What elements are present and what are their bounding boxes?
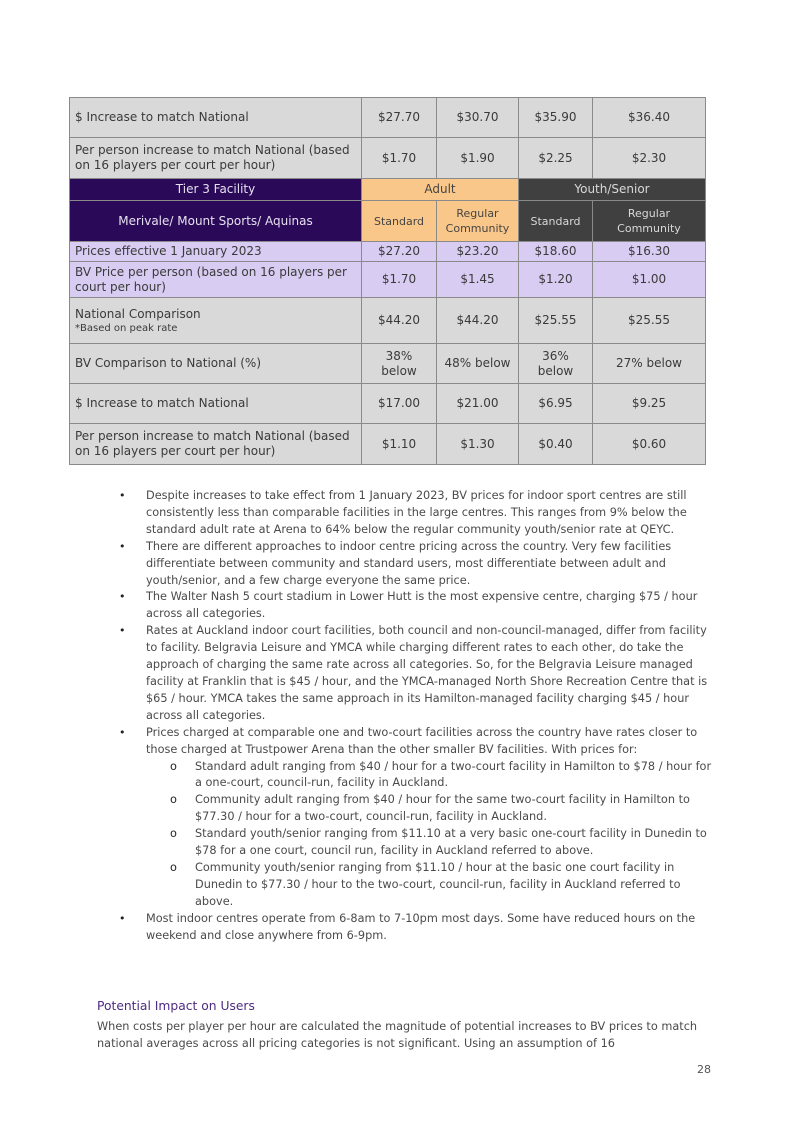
table-cell: $1.20 (519, 262, 593, 298)
list-item (97, 623, 717, 724)
table-cell: $1.90 (437, 138, 519, 179)
sub-list-item (146, 759, 717, 793)
table-row (70, 384, 706, 424)
bullet-icon: • (119, 590, 126, 604)
table-cell: $23.20 (437, 242, 519, 262)
row-label (70, 298, 362, 344)
table-row (70, 138, 706, 179)
sub-bullet-text: Standard adult ranging from $40 / hour for a two-court facility in Hamilton to $78 / hour for a one-court, council-run, facility in Auckland. (195, 759, 712, 790)
list-item (97, 911, 717, 945)
table-cell: $35.90 (519, 98, 593, 138)
table-cell: $2.25 (519, 138, 593, 179)
price-range-sublist (146, 759, 717, 911)
table-row (70, 242, 706, 262)
youth-senior-heading: Youth/Senior (519, 179, 706, 201)
circle-bullet-icon: o (170, 793, 177, 807)
table-row (70, 424, 706, 465)
table-cell: 27% below (593, 344, 706, 384)
table-cell: $2.30 (593, 138, 706, 179)
row-label: Prices effective 1 January 2023 (70, 242, 362, 262)
table-cell: $16.30 (593, 242, 706, 262)
findings-bullet-list (97, 488, 717, 944)
table-cell: $1.10 (362, 424, 437, 465)
table-cell: 38% below (362, 344, 437, 384)
table-cell: $44.20 (437, 298, 519, 344)
circle-bullet-icon: o (170, 759, 177, 773)
row-label: BV Price per person (based on 16 players per court per hour) (70, 262, 362, 298)
row-label: $ Increase to match National (70, 98, 362, 138)
sub-bullet-text: Community youth/senior ranging from $11.10 / hour at the basic one court facility in Dunedin to $77.30 / hour to the two-court, council-run, facility in Auckland referred to above. (195, 860, 681, 908)
table-cell: $0.40 (519, 424, 593, 465)
bullet-icon: • (119, 539, 126, 553)
table-cell: $1.45 (437, 262, 519, 298)
table-row (70, 344, 706, 384)
bullet-icon: • (119, 725, 126, 739)
sub-list-item (146, 860, 717, 911)
table-row (70, 298, 706, 344)
circle-bullet-icon: o (170, 860, 177, 874)
table-cell: $17.00 (362, 384, 437, 424)
list-item (97, 539, 717, 590)
table-cell: $27.70 (362, 98, 437, 138)
table-cell: $0.60 (593, 424, 706, 465)
bullet-icon: • (119, 624, 126, 638)
sub-bullet-text: Community adult ranging from $40 / hour for the same two-court facility in Hamilton to $77.30 / hour for a two-court, council-run, facility in Auckland. (195, 793, 690, 824)
table-cell: $36.40 (593, 98, 706, 138)
bullet-text: Most indoor centres operate from 6-8am to 7-10pm most days. Some have reduced hours on the weekend and close anywhere from 6-9pm. (146, 911, 696, 942)
pricing-comparison-table (69, 97, 706, 465)
table-cell: $1.70 (362, 138, 437, 179)
table-cell: $30.70 (437, 98, 519, 138)
table-row (70, 262, 706, 298)
youth-standard-heading: Standard (519, 201, 593, 242)
table-cell: $44.20 (362, 298, 437, 344)
peak-rate-note: *Based on peak rate (75, 322, 178, 334)
adult-heading: Adult (362, 179, 519, 201)
table-cell: $1.70 (362, 262, 437, 298)
table-cell: $27.20 (362, 242, 437, 262)
section-heading: Potential Impact on Users (97, 999, 255, 1013)
table-cell: $1.00 (593, 262, 706, 298)
bullet-text: The Walter Nash 5 court stadium in Lower Hutt is the most expensive centre, charging $75 / hour across all categories. (146, 590, 698, 621)
sub-bullet-text: Standard youth/senior ranging from $11.10 at a very basic one-court facility in Dunedin to $78 for a one court, council run, facility in Auckland referred to above. (195, 827, 707, 858)
list-item (97, 725, 717, 911)
tier-header-row (70, 179, 706, 201)
table-cell: $25.55 (519, 298, 593, 344)
sub-list-item (146, 792, 717, 826)
table-cell: 36% below (519, 344, 593, 384)
table-cell: $6.95 (519, 384, 593, 424)
table-cell: 48% below (437, 344, 519, 384)
table-cell: $1.30 (437, 424, 519, 465)
page-number: 28 (697, 1063, 711, 1076)
circle-bullet-icon: o (170, 827, 177, 841)
bullet-icon: • (119, 911, 126, 925)
sub-list-item (146, 826, 717, 860)
bullet-text: Prices charged at comparable one and two-court facilities across the country have rates closer to those charged at Trustpower Arena than the other smaller BV facilities. With prices for: (146, 725, 698, 756)
tier-title: Tier 3 Facility (70, 179, 362, 201)
table-cell: $25.55 (593, 298, 706, 344)
bullet-icon: • (119, 489, 126, 502)
bullet-text: Despite increases to take effect from 1 January 2023, BV prices for indoor sport centres are still consistently less than comparable facilities in the large centres. This ranges from 9% below the standard adult rate at Arena to 64% below the regular community youth/senior rate at QEYC. (146, 489, 687, 536)
adult-community-heading: Regular Community (437, 201, 519, 242)
row-label: BV Comparison to National (%) (70, 344, 362, 384)
section-paragraph: When costs per player per hour are calculated the magnitude of potential increases to BV prices to match national averages across all pricing categories is not significant. Using an assumption of 16 (97, 1020, 698, 1050)
facility-names: Merivale/ Mount Sports/ Aquinas (70, 201, 362, 242)
adult-standard-heading: Standard (362, 201, 437, 242)
table-cell: $21.00 (437, 384, 519, 424)
row-label: Per person increase to match National (based on 16 players per court per hour) (70, 424, 362, 465)
row-label: Per person increase to match National (based on 16 players per court per hour) (70, 138, 362, 179)
table-cell: $18.60 (519, 242, 593, 262)
youth-community-heading: Regular Community (593, 201, 706, 242)
subheader-row (70, 201, 706, 242)
row-label: $ Increase to match National (70, 384, 362, 424)
bullet-text: Rates at Auckland indoor court facilities, both council and non-council-managed, differ from facility to facility. Belgravia Leisure and YMCA while charging different rates to each other, do take the approach of charging the same rate across all categories. So, for the Belgravia Leisure managed facility at Franklin that is $45 / hour, and the YMCA-managed North Shore Recreation Centre that is $65 / hour. YMCA takes the same approach in its Hamilton-managed facility charging $45 / hour across all categories. (146, 624, 708, 722)
bullet-text: There are different approaches to indoor centre pricing across the country. Very few facilities differentiate between community and standard users, most differentiate between adult and youth/senior, and a few charge everyone the same price. (146, 539, 672, 587)
list-item (97, 589, 717, 623)
table-row (70, 98, 706, 138)
table-cell: $9.25 (593, 384, 706, 424)
national-comparison-label: National Comparison (75, 306, 201, 321)
list-item (97, 488, 717, 539)
